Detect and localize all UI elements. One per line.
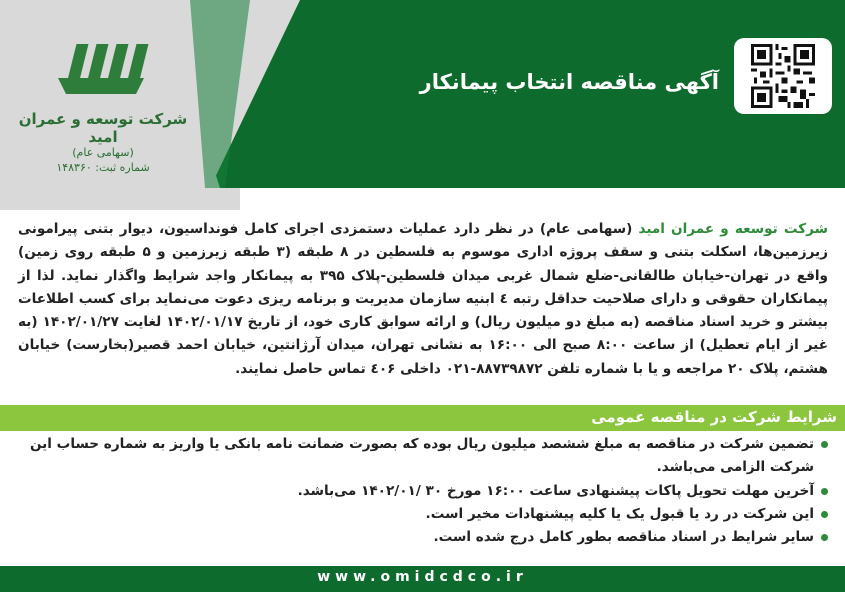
- condition-text: آخرین مهلت تحویل پاکات پیشنهادی ساعت ۱۶:۰۰ مورخ ۳۰ /۱۴۰۲/۰۱ می‌باشد.: [297, 482, 814, 499]
- conditions-title: شرایط شرکت در مناقصه عمومی: [591, 408, 837, 426]
- logo-company-type: (سهامی عام): [72, 146, 134, 159]
- condition-text: تضمین شرکت در مناقصه به مبلغ ششصد میلیون ریال بوده که بصورت ضمانت نامه بانکی یا واریز به شماره حساب این شرکت الزامی می‌باشد.: [29, 436, 814, 476]
- footer-bar: [0, 566, 845, 592]
- logo-company-name: شرکت توسعه و عمران امید: [18, 110, 188, 146]
- website-link[interactable]: www.omidcdco.ir: [317, 569, 528, 585]
- qr-code-icon: [749, 44, 817, 108]
- condition-text: این شرکت در رد یا قبول یک یا کلیه پیشنهادات مخیر است.: [425, 505, 814, 522]
- intro-company-highlight: شرکت توسعه و عمران امید: [638, 221, 828, 237]
- bullet-icon: [821, 534, 828, 541]
- page-title: آگهی مناقصه انتخاب پیمانکار: [419, 70, 719, 94]
- logo-mark-icon: [48, 38, 158, 100]
- intro-text: (سهامی عام) در نظر دارد عملیات دستمزدی اجرای کامل فونداسیون، دیوار بتنی پیرامونی زیرزمین‌ها، اسکلت بتنی و سقف پروژه اداری موسوم به فلسطین در ۸ طبقه (۳ طبقه زیرزمین و ۵ طبقه روی زمین) واقع در تهران-خیابان طالقانی-ضلع شمال غربی میدان فلسطین-پلاک ۳۹۵ به پیمانکار واجد شرایط واگذار نماید. لذا از پیمانکاران حقوقی و دارای صلاحیت حداقل رتبه ٤ ابنیه سازمان مدیریت و برنامه ریزی دعوت می‌نماید برای کسب اطلاعات بیشتر و خرید اسناد مناقصه (به مبلغ دو میلیون ریال) و ارائه سوابق کاری خود، از تاریخ ۱۴۰۲/۰۱/۱۷ لغایت ۱۴۰۲/۰۱/۲۷ (به غیر از ایام تعطیل) از ساعت ۸:۰۰ صبح الی ۱۶:۰۰ به نشانی تهران، میدان آرژانتین، خیابان احمد قصیر(بخارست) خیابان هشتم، پلاک ۲۰ مراجعه و یا با شماره تلفن ۸۸۷۳۹۸۷۲-۰۲۱ داخلی ٤۰۶ تماس حاصل نمایند.: [18, 221, 829, 377]
- qr-code[interactable]: [734, 38, 832, 114]
- list-item: [18, 526, 828, 549]
- intro-paragraph: [18, 218, 828, 381]
- conditions-list: [18, 433, 828, 549]
- condition-text: سایر شرایط در اسناد مناقصه بطور کامل درج شده است.: [433, 529, 814, 546]
- conditions-section-header: [0, 405, 845, 431]
- bullet-icon: [821, 488, 828, 495]
- bullet-icon: [821, 511, 828, 518]
- registration-number: شماره ثبت: ۱۴۸۳۶۰: [56, 161, 150, 174]
- bullet-icon: [821, 441, 828, 448]
- header-banner: [0, 0, 845, 210]
- list-item: [18, 433, 828, 480]
- company-logo: [18, 38, 188, 188]
- list-item: [18, 480, 828, 503]
- list-item: [18, 503, 828, 526]
